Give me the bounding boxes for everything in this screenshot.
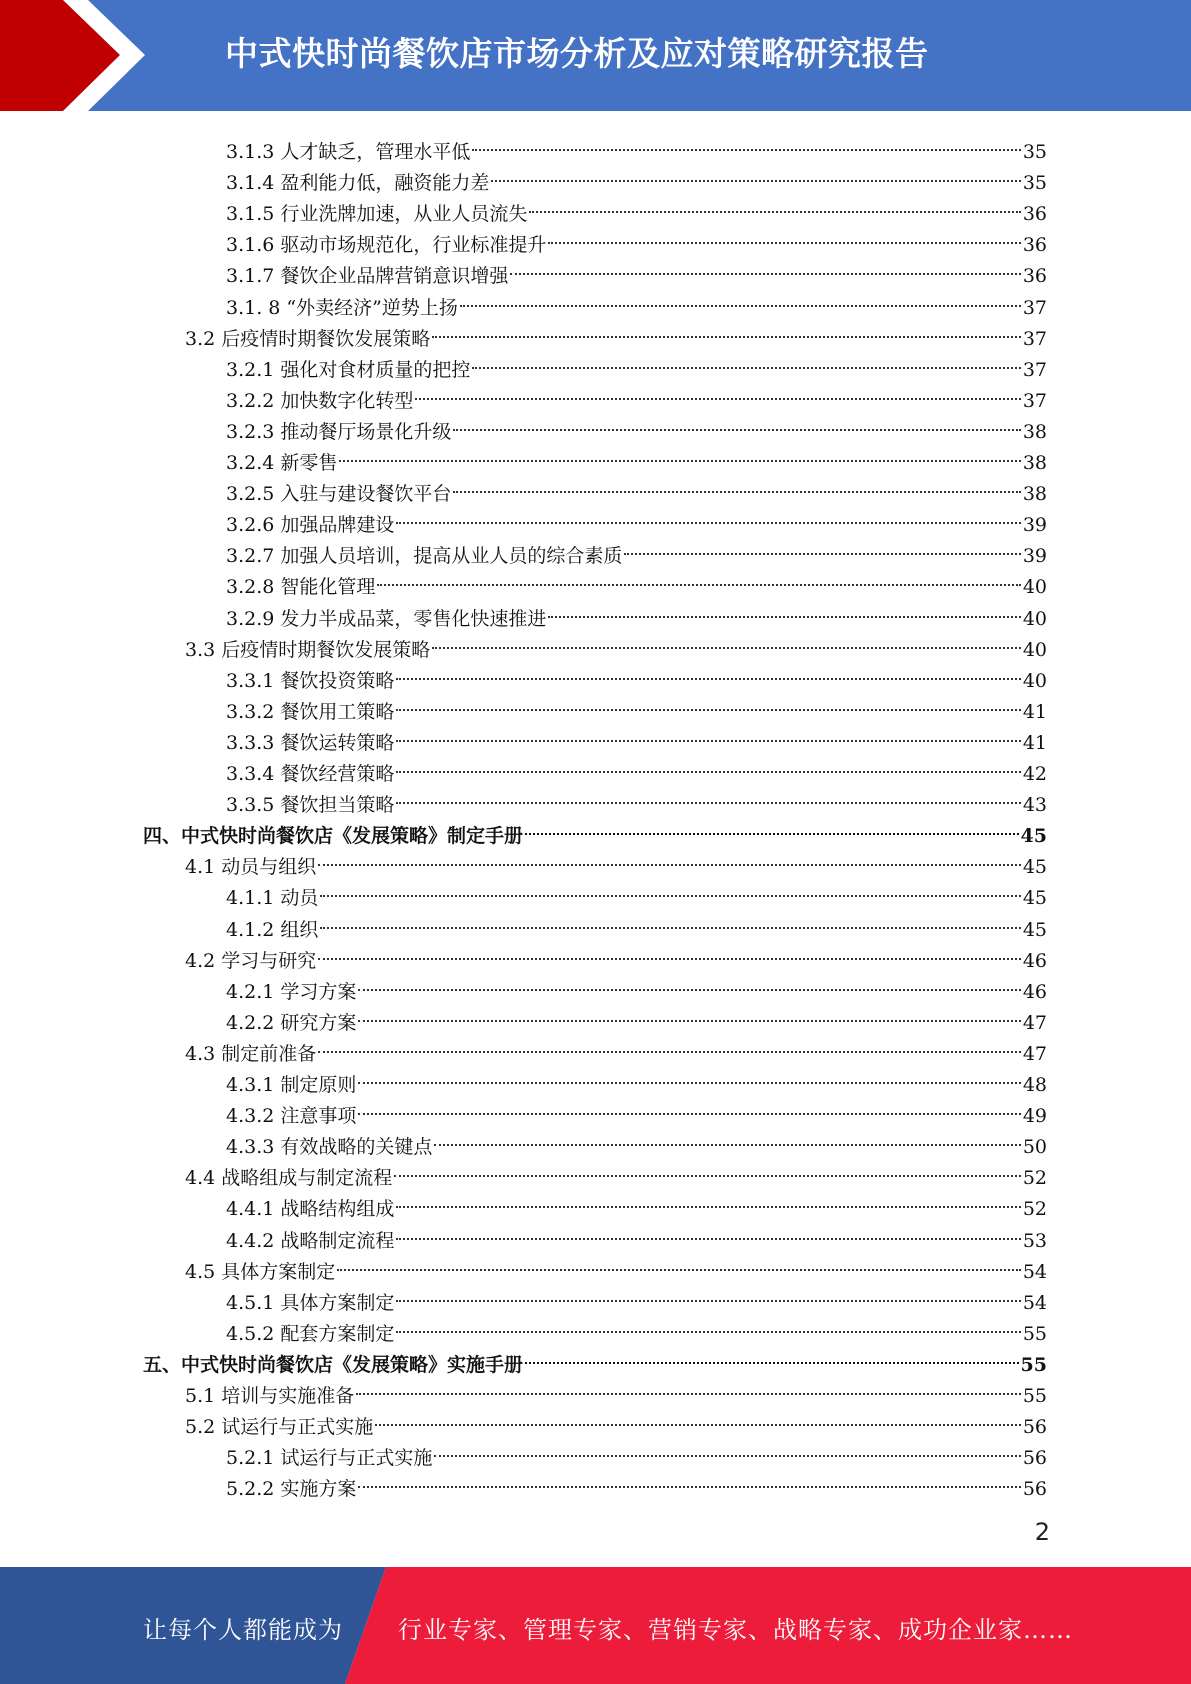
toc-entry-label: 3.1.3 人才缺乏，管理水平低 bbox=[226, 141, 471, 163]
toc-entry-label: 四、中式快时尚餐饮店《发展策略》制定手册 bbox=[143, 825, 524, 847]
toc-dot-leader bbox=[548, 220, 1020, 251]
toc-entry-label: 4.5.1 具体方案制定 bbox=[226, 1292, 395, 1314]
toc-entry-page: 48 bbox=[1022, 1074, 1047, 1096]
toc-entry-label: 3.2.7 加强人员培训，提高从业人员的综合素质 bbox=[226, 545, 623, 567]
toc-entry[interactable] bbox=[226, 594, 1047, 630]
footer-slogan-left: 让每个人都能成为 bbox=[143, 1616, 343, 1644]
toc-entry[interactable] bbox=[185, 625, 1047, 661]
toc-dot-leader bbox=[472, 345, 1020, 376]
toc-entry-label: 3.3 后疫情时期餐饮发展策略 bbox=[185, 639, 431, 661]
toc-dot-leader bbox=[472, 127, 1020, 158]
toc-entry-label: 3.2.3 推动餐厅场景化升级 bbox=[226, 421, 452, 443]
toc-dot-leader bbox=[358, 967, 1020, 998]
toc-dot-leader bbox=[396, 1309, 1020, 1340]
toc-entry-label: 3.3.5 餐饮担当策略 bbox=[226, 794, 395, 816]
toc-dot-leader bbox=[339, 438, 1020, 469]
toc-entry-label: 3.3.3 餐饮运转策略 bbox=[226, 732, 395, 754]
toc-dot-leader bbox=[318, 1029, 1021, 1060]
toc-dot-leader bbox=[320, 905, 1020, 936]
toc-entry[interactable] bbox=[226, 407, 1047, 443]
toc-entry-label: 4.2.2 研究方案 bbox=[226, 1012, 357, 1034]
toc-entry-page: 36 bbox=[1022, 203, 1047, 225]
toc-entry-page: 38 bbox=[1022, 483, 1047, 505]
toc-entry[interactable] bbox=[226, 438, 1047, 474]
toc-entry-page: 37 bbox=[1022, 390, 1047, 412]
toc-entry-label: 5.2.2 实施方案 bbox=[226, 1478, 357, 1500]
toc-entry-label: 3.1. 8 “外卖经济”逆势上扬 bbox=[226, 297, 458, 319]
toc-entry-page: 36 bbox=[1022, 234, 1047, 256]
toc-dot-leader bbox=[434, 1433, 1020, 1464]
toc-entry-page: 55 bbox=[1022, 1385, 1047, 1407]
report-title: 中式快时尚餐饮店市场分析及应对策略研究报告 bbox=[225, 34, 929, 73]
toc-entry[interactable] bbox=[226, 749, 1047, 785]
footer-slogan-right: 行业专家、管理专家、营销专家、战略专家、成功企业家…… bbox=[398, 1616, 1073, 1644]
toc-entry[interactable] bbox=[226, 1464, 1047, 1500]
toc-entry-page: 38 bbox=[1022, 452, 1047, 474]
toc-entry-page: 47 bbox=[1022, 1012, 1047, 1034]
header-chevron-icon bbox=[0, 0, 160, 111]
toc-entry[interactable] bbox=[185, 1402, 1047, 1438]
toc-entry-label: 5.2 试运行与正式实施 bbox=[185, 1416, 374, 1438]
toc-dot-leader bbox=[320, 873, 1020, 904]
toc-dot-leader bbox=[453, 469, 1020, 500]
toc-entry[interactable] bbox=[226, 905, 1047, 941]
toc-dot-leader bbox=[510, 251, 1020, 282]
toc-entry-page: 49 bbox=[1022, 1105, 1047, 1127]
toc-entry-label: 3.3.2 餐饮用工策略 bbox=[226, 701, 395, 723]
toc-entry-label: 5.2.1 试运行与正式实施 bbox=[226, 1447, 433, 1469]
toc-dot-leader bbox=[396, 1216, 1020, 1247]
toc-entry-label: 5.1 培训与实施准备 bbox=[185, 1385, 355, 1407]
toc-entry[interactable] bbox=[226, 469, 1047, 505]
toc-entry[interactable] bbox=[185, 842, 1047, 878]
toc-entry-page: 55 bbox=[1022, 1323, 1047, 1345]
toc-entry-page: 35 bbox=[1022, 141, 1047, 163]
toc-dot-leader bbox=[396, 749, 1020, 780]
toc-entry[interactable] bbox=[226, 158, 1047, 194]
toc-dot-leader bbox=[396, 780, 1020, 811]
toc-entry-label: 4.3.1 制定原则 bbox=[226, 1074, 357, 1096]
toc-entry[interactable] bbox=[226, 873, 1047, 909]
toc-dot-leader bbox=[525, 811, 1019, 842]
toc-entry-page: 45 bbox=[1022, 887, 1047, 909]
toc-entry[interactable] bbox=[226, 1091, 1047, 1127]
toc-dot-leader bbox=[396, 656, 1020, 687]
toc-entry-label: 3.2.1 强化对食材质量的把控 bbox=[226, 359, 471, 381]
toc-dot-leader bbox=[396, 1278, 1020, 1309]
toc-entry-label: 4.4.1 战略结构组成 bbox=[226, 1198, 395, 1220]
toc-entry[interactable] bbox=[226, 1433, 1047, 1469]
toc-entry-page: 39 bbox=[1022, 514, 1047, 536]
toc-entry-page: 41 bbox=[1022, 701, 1047, 723]
toc-dot-leader bbox=[356, 1371, 1021, 1402]
toc-entry[interactable] bbox=[185, 1247, 1047, 1283]
toc-dot-leader bbox=[396, 500, 1020, 531]
toc-entry-label: 3.1.7 餐饮企业品牌营销意识增强 bbox=[226, 265, 509, 287]
toc-entry-label: 4.1.2 组织 bbox=[226, 919, 319, 941]
toc-entry[interactable] bbox=[226, 656, 1047, 692]
toc-entry[interactable] bbox=[226, 251, 1047, 287]
toc-dot-leader bbox=[432, 314, 1021, 345]
toc-entry[interactable] bbox=[226, 500, 1047, 536]
toc-entry[interactable] bbox=[185, 1153, 1047, 1189]
toc-entry[interactable] bbox=[226, 1216, 1047, 1252]
toc-dot-leader bbox=[529, 189, 1020, 220]
toc-entry-page: 53 bbox=[1022, 1230, 1047, 1252]
toc-entry-page: 52 bbox=[1022, 1167, 1047, 1189]
toc-entry-label: 4.5 具体方案制定 bbox=[185, 1261, 336, 1283]
toc-entry-label: 4.1.1 动员 bbox=[226, 887, 319, 909]
toc-dot-leader bbox=[415, 376, 1020, 407]
toc-entry-page: 38 bbox=[1022, 421, 1047, 443]
toc-dot-leader bbox=[396, 1184, 1020, 1215]
toc-entry-page: 45 bbox=[1020, 825, 1047, 847]
toc-dot-leader bbox=[432, 625, 1021, 656]
toc-entry-page: 52 bbox=[1022, 1198, 1047, 1220]
toc-entry[interactable] bbox=[143, 1340, 1047, 1376]
toc-entry-page: 47 bbox=[1022, 1043, 1047, 1065]
toc-entry-page: 56 bbox=[1022, 1416, 1047, 1438]
toc-entry-page: 41 bbox=[1022, 732, 1047, 754]
toc-entry-page: 55 bbox=[1020, 1354, 1047, 1376]
toc-entry-label: 3.2.6 加强品牌建设 bbox=[226, 514, 395, 536]
toc-entry[interactable] bbox=[185, 1029, 1047, 1065]
toc-entry-label: 4.2 学习与研究 bbox=[185, 950, 317, 972]
toc-entry-label: 3.3.1 餐饮投资策略 bbox=[226, 670, 395, 692]
toc-entry[interactable] bbox=[226, 220, 1047, 256]
toc-entry[interactable] bbox=[226, 1309, 1047, 1345]
toc-entry[interactable] bbox=[226, 1184, 1047, 1220]
toc-entry[interactable] bbox=[185, 314, 1047, 350]
toc-entry-page: 40 bbox=[1022, 670, 1047, 692]
toc-entry[interactable] bbox=[226, 189, 1047, 225]
toc-entry-label: 3.1.4 盈利能力低，融资能力差 bbox=[226, 172, 490, 194]
toc-entry-label: 4.3.3 有效战略的关键点 bbox=[226, 1136, 433, 1158]
toc-entry[interactable] bbox=[226, 1060, 1047, 1096]
toc-entry[interactable] bbox=[143, 811, 1047, 847]
toc-entry-label: 3.2.4 新零售 bbox=[226, 452, 338, 474]
toc-entry-page: 40 bbox=[1022, 608, 1047, 630]
toc-entry[interactable] bbox=[226, 780, 1047, 816]
page-number: 2 bbox=[1034, 1518, 1050, 1546]
toc-entry[interactable] bbox=[226, 998, 1047, 1034]
toc-dot-leader bbox=[491, 158, 1020, 189]
toc-entry[interactable] bbox=[226, 531, 1047, 567]
toc-entry-label: 3.2.8 智能化管理 bbox=[226, 576, 376, 598]
toc-entry-page: 40 bbox=[1022, 639, 1047, 661]
toc-entry-label: 4.3 制定前准备 bbox=[185, 1043, 317, 1065]
toc-dot-leader bbox=[394, 1153, 1021, 1184]
toc-dot-leader bbox=[453, 407, 1020, 438]
toc-dot-leader bbox=[358, 1464, 1020, 1495]
toc-entry[interactable] bbox=[226, 127, 1047, 163]
toc-entry-label: 4.5.2 配套方案制定 bbox=[226, 1323, 395, 1345]
toc-entry-page: 37 bbox=[1022, 359, 1047, 381]
toc-entry-page: 35 bbox=[1022, 172, 1047, 194]
toc-dot-leader bbox=[318, 936, 1021, 967]
toc-entry-label: 3.2.5 入驻与建设餐饮平台 bbox=[226, 483, 452, 505]
toc-dot-leader bbox=[318, 842, 1021, 873]
toc-entry[interactable] bbox=[226, 687, 1047, 723]
toc-entry-label: 五、中式快时尚餐饮店《发展策略》实施手册 bbox=[143, 1354, 524, 1376]
toc-dot-leader bbox=[375, 1402, 1021, 1433]
toc-entry-label: 4.4 战略组成与制定流程 bbox=[185, 1167, 393, 1189]
toc-dot-leader bbox=[358, 1060, 1020, 1091]
toc-dot-leader bbox=[624, 531, 1020, 562]
toc-entry[interactable] bbox=[226, 376, 1047, 412]
toc-entry[interactable] bbox=[185, 936, 1047, 972]
toc-entry-page: 42 bbox=[1022, 763, 1047, 785]
toc-dot-leader bbox=[434, 1122, 1020, 1153]
toc-entry[interactable] bbox=[226, 345, 1047, 381]
toc-entry-page: 37 bbox=[1022, 328, 1047, 350]
toc-dot-leader bbox=[548, 594, 1020, 625]
toc-entry[interactable] bbox=[226, 1122, 1047, 1158]
toc-dot-leader bbox=[358, 1091, 1020, 1122]
toc-entry-page: 56 bbox=[1022, 1447, 1047, 1469]
toc-entry[interactable] bbox=[226, 283, 1047, 319]
toc-entry-label: 4.1 动员与组织 bbox=[185, 856, 317, 878]
toc-entry-page: 39 bbox=[1022, 545, 1047, 567]
toc-dot-leader bbox=[396, 718, 1020, 749]
toc-entry-page: 54 bbox=[1022, 1261, 1047, 1283]
toc-entry-label: 3.1.6 驱动市场规范化，行业标准提升 bbox=[226, 234, 547, 256]
toc-entry[interactable] bbox=[226, 967, 1047, 1003]
toc-dot-leader bbox=[337, 1247, 1021, 1278]
page-footer bbox=[0, 1567, 1191, 1684]
toc-entry-page: 37 bbox=[1022, 297, 1047, 319]
toc-dot-leader bbox=[460, 283, 1021, 314]
toc-entry-page: 54 bbox=[1022, 1292, 1047, 1314]
toc-entry-label: 3.2 后疫情时期餐饮发展策略 bbox=[185, 328, 431, 350]
toc-entry-label: 4.2.1 学习方案 bbox=[226, 981, 357, 1003]
toc-entry-label: 3.1.5 行业洗牌加速，从业人员流失 bbox=[226, 203, 528, 225]
toc-dot-leader bbox=[358, 998, 1020, 1029]
toc-entry-label: 3.3.4 餐饮经营策略 bbox=[226, 763, 395, 785]
toc-entry-label: 4.4.2 战略制定流程 bbox=[226, 1230, 395, 1252]
toc-entry[interactable] bbox=[185, 1371, 1047, 1407]
toc-entry-page: 46 bbox=[1022, 950, 1047, 972]
toc-dot-leader bbox=[525, 1340, 1019, 1371]
toc-entry-label: 3.2.2 加快数字化转型 bbox=[226, 390, 414, 412]
toc-dot-leader bbox=[377, 562, 1020, 593]
toc-entry-page: 40 bbox=[1022, 576, 1047, 598]
toc-entry-page: 50 bbox=[1022, 1136, 1047, 1158]
toc-entry-page: 36 bbox=[1022, 265, 1047, 287]
toc-dot-leader bbox=[396, 687, 1020, 718]
toc-entry-label: 3.2.9 发力半成品菜，零售化快速推进 bbox=[226, 608, 547, 630]
page-header bbox=[0, 0, 1191, 111]
toc-entry-page: 43 bbox=[1022, 794, 1047, 816]
toc-entry[interactable] bbox=[226, 718, 1047, 754]
toc-entry-label: 4.3.2 注意事项 bbox=[226, 1105, 357, 1127]
toc-entry-page: 56 bbox=[1022, 1478, 1047, 1500]
toc-entry-page: 45 bbox=[1022, 919, 1047, 941]
toc-entry[interactable] bbox=[226, 1278, 1047, 1314]
toc-entry-page: 46 bbox=[1022, 981, 1047, 1003]
toc-entry[interactable] bbox=[226, 562, 1047, 598]
toc-entry-page: 45 bbox=[1022, 856, 1047, 878]
